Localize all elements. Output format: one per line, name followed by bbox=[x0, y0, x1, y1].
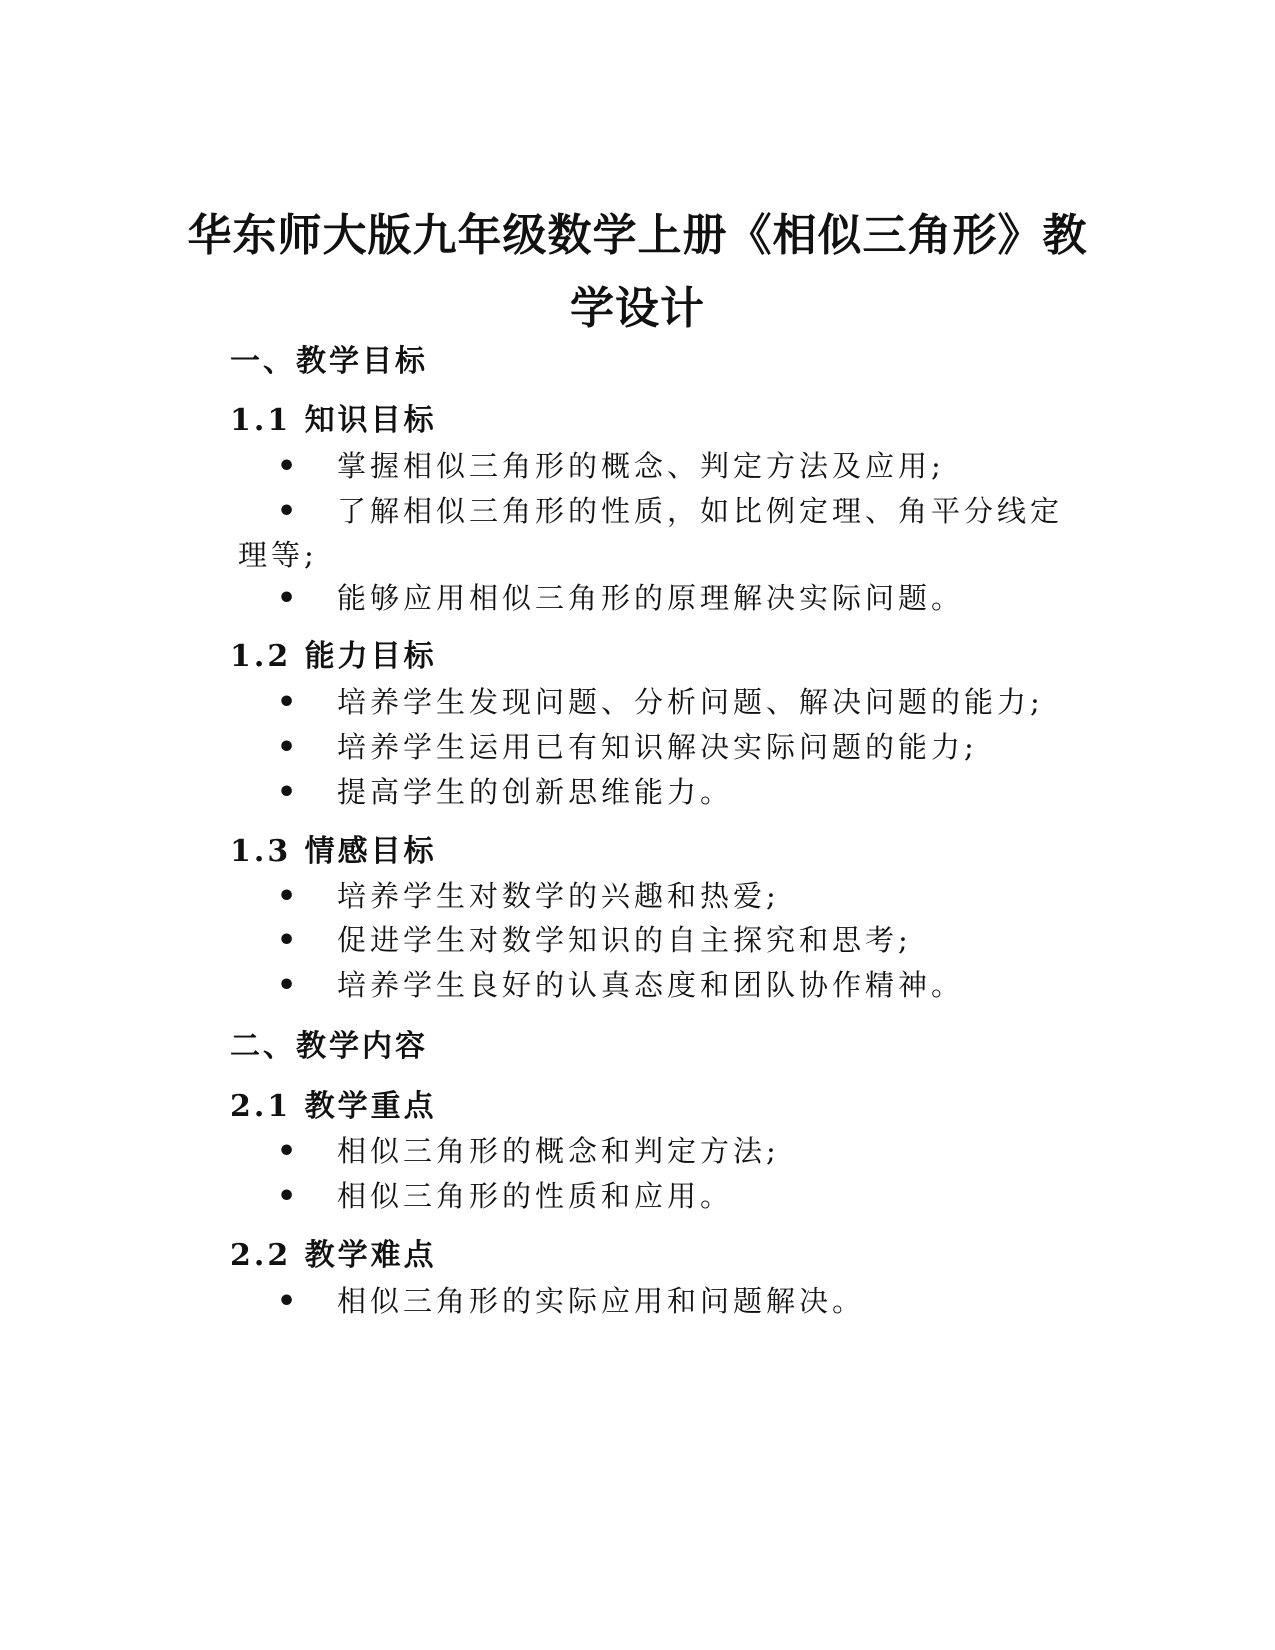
list-item: 促进学生对数学知识的自主探究和思考; bbox=[337, 923, 912, 957]
list-item: 提高学生的创新思维能力。 bbox=[337, 775, 734, 809]
bullet-icon: • bbox=[277, 1134, 297, 1169]
list-item-continuation: 理等; bbox=[238, 538, 318, 572]
bullet-icon: • bbox=[277, 449, 297, 484]
bullet-icon: • bbox=[277, 494, 297, 529]
subsection-heading-emotion-goals: 1.3 情感目标 bbox=[230, 834, 437, 869]
list-item: 了解相似三角形的性质，如比例定理、角平分线定 bbox=[337, 494, 1064, 528]
subsection-heading-ability-goals: 1.2 能力目标 bbox=[230, 639, 437, 674]
bullet-icon: • bbox=[277, 923, 297, 958]
bullet-icon: • bbox=[277, 685, 297, 720]
bullet-icon: • bbox=[277, 968, 297, 1003]
bullet-icon: • bbox=[277, 879, 297, 914]
list-item: 培养学生发现问题、分析问题、解决问题的能力; bbox=[337, 685, 1044, 719]
bullet-icon: • bbox=[277, 1179, 297, 1214]
bullet-icon: • bbox=[277, 730, 297, 765]
subsection-heading-key-points: 2.1 教学重点 bbox=[230, 1089, 437, 1124]
list-item: 相似三角形的性质和应用。 bbox=[337, 1179, 734, 1213]
list-item: 掌握相似三角形的概念、判定方法及应用; bbox=[337, 449, 945, 483]
list-item: 能够应用相似三角形的原理解决实际问题。 bbox=[337, 581, 965, 615]
list-item: 相似三角形的概念和判定方法; bbox=[337, 1134, 780, 1168]
list-item: 培养学生对数学的兴趣和热爱; bbox=[337, 879, 780, 913]
section-heading-teaching-goals: 一、教学目标 bbox=[230, 344, 428, 379]
document-title-line-1: 华东师大版九年级数学上册《相似三角形》教 bbox=[187, 210, 1088, 261]
bullet-icon: • bbox=[277, 1284, 297, 1319]
document-title-line-2: 学设计 bbox=[570, 283, 705, 334]
subsection-heading-knowledge-goals: 1.1 知识目标 bbox=[230, 403, 437, 438]
list-item: 相似三角形的实际应用和问题解决。 bbox=[337, 1284, 866, 1318]
bullet-icon: • bbox=[277, 775, 297, 810]
section-heading-teaching-content: 二、教学内容 bbox=[230, 1029, 428, 1064]
list-item: 培养学生良好的认真态度和团队协作精神。 bbox=[337, 968, 965, 1002]
subsection-heading-difficult-points: 2.2 教学难点 bbox=[230, 1238, 437, 1273]
list-item: 培养学生运用已有知识解决实际问题的能力; bbox=[337, 730, 978, 764]
bullet-icon: • bbox=[277, 581, 297, 616]
